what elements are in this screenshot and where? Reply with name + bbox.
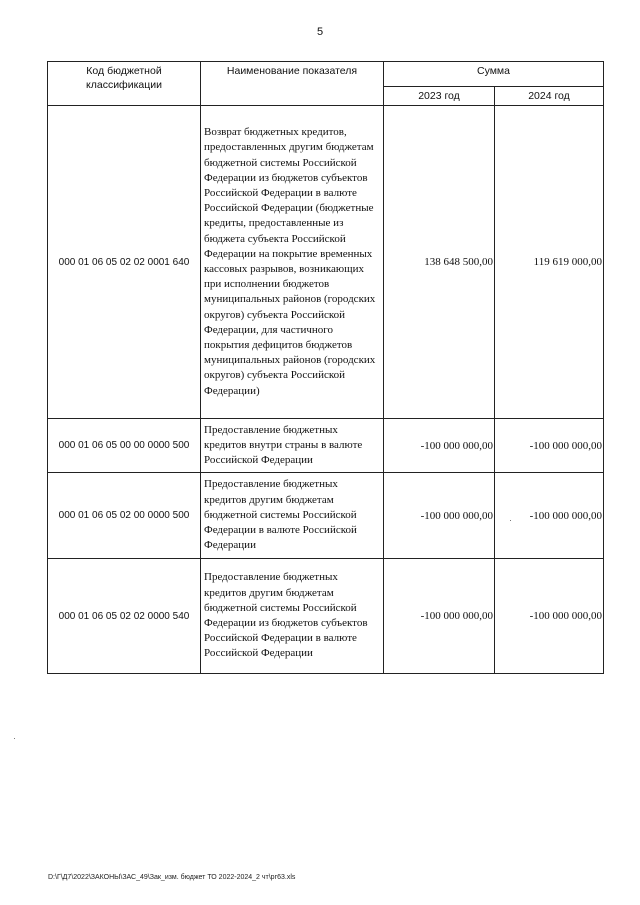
row-name: Предоставление бюджетных кредитов другим бюджетам бюджетной системы Российской Федерации из бюджетов субъектов Российской Федерации в валюте Российской Федерации	[201, 559, 384, 674]
scan-speck	[14, 738, 15, 739]
row-amount-2023: -100 000 000,00	[384, 473, 495, 559]
row-code: 000 01 06 05 02 02 0001 640	[48, 106, 201, 419]
header-sum: Сумма	[384, 62, 604, 87]
row-code: 000 01 06 05 00 00 0000 500	[48, 419, 201, 473]
row-amount-2024: -100 000 000,00	[495, 419, 604, 473]
page-number: 5	[316, 26, 324, 38]
row-code: 000 01 06 05 02 02 0000 540	[48, 559, 201, 674]
table-row	[48, 473, 604, 559]
row-name: Возврат бюджетных кредитов, предоставленных другим бюджетам бюджетной системы Российской Федерации из бюджетов субъектов Российской Федерации в валюте Российской Федерации (бюджетные кредиты, предоставленные из бюджета субъекта Российской Федерации на покрытие временных кассовых разрывов, возникающих при исполнении бюджетов муниципальных районов (городских округов) субъекта Российской Федерации, для частичного покрытия дефицитов бюджетов муниципальных районов (городских округов) субъекта Российской Федерации)	[201, 106, 384, 419]
row-amount-2024: -100 000 000,00	[495, 559, 604, 674]
header-year-2024: 2024 год	[495, 87, 604, 106]
scan-speck	[510, 520, 511, 521]
row-amount-2023: 138 648 500,00	[384, 106, 495, 419]
header-year-2023: 2023 год	[384, 87, 495, 106]
row-amount-2023: -100 000 000,00	[384, 559, 495, 674]
row-amount-2024: 119 619 000,00	[495, 106, 604, 419]
row-amount-2024: -100 000 000,00	[495, 473, 604, 559]
table-row	[48, 559, 604, 674]
row-name: Предоставление бюджетных кредитов внутри страны в валюте Российской Федерации	[201, 419, 384, 473]
table-row	[48, 106, 604, 419]
header-row-1	[48, 62, 604, 87]
row-name: Предоставление бюджетных кредитов другим бюджетам бюджетной системы Российской Федерации в валюте Российской Федерации	[201, 473, 384, 559]
header-name: Наименование показателя	[201, 62, 384, 106]
budget-table	[47, 61, 604, 674]
table-row	[48, 419, 604, 473]
row-code: 000 01 06 05 02 00 0000 500	[48, 473, 201, 559]
row-amount-2023: -100 000 000,00	[384, 419, 495, 473]
footer-file-path: D:\Г\Д7\2022\ЗАКОНЫ\ЗАС_49\Зак_изм. бюджет ТО 2022-2024_2 чт\рг63.xls	[48, 874, 296, 881]
header-code: Код бюджетной классификации	[48, 62, 201, 106]
